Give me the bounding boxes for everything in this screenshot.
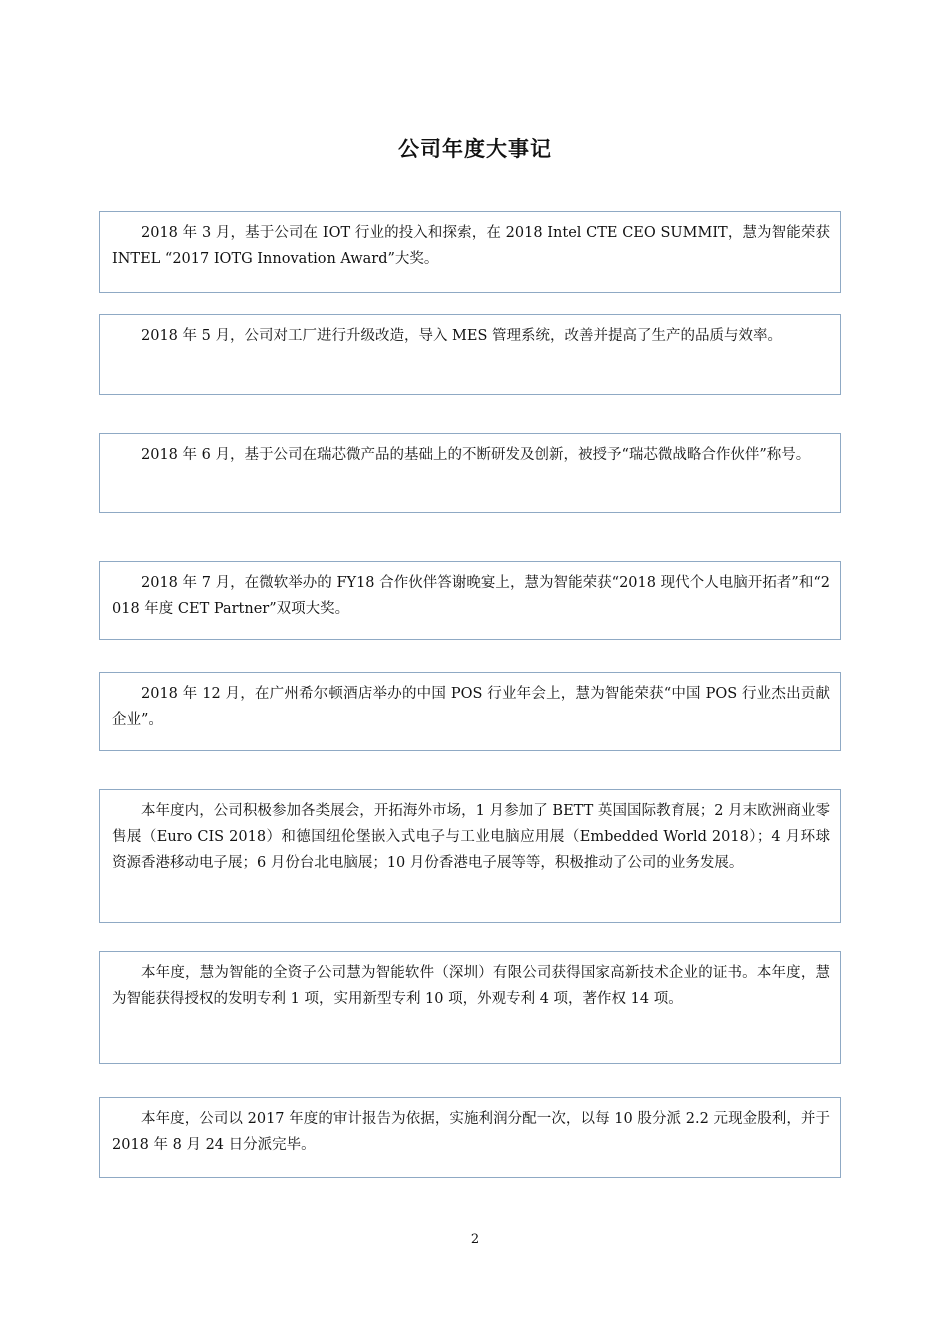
event-text: 本年度内，公司积极参加各类展会，开拓海外市场，1 月参加了 BETT 英国国际教育展；2 月末欧洲商业零售展（Euro CIS 2018）和德国纽伦堡嵌入式电子与工业电脑应用展（Embedded World 2018）；4 月环球资源香港移动电子展；6 月份台北电脑展；10 月份香港电子展等等，积极推动了公司的业务发展。 — [112, 803, 830, 871]
event-text: 本年度，慧为智能的全资子公司慧为智能软件（深圳）有限公司获得国家高新技术企业的证书。本年度，慧为智能获得授权的发明专利 1 项，实用新型专利 10 项，外观专利 4 项，著作权 14 项。 — [112, 965, 830, 1007]
event-text: 2018 年 6 月，基于公司在瑞芯微产品的基础上的不断研发及创新，被授予“瑞芯微战略合作伙伴”称号。 — [141, 447, 811, 463]
event-box-5 — [99, 672, 841, 751]
event-text: 本年度，公司以 2017 年度的审计报告为依据，实施利润分配一次，以每 10 股分派 2.2 元现金股利，并于 2018 年 8 月 24 日分派完毕。 — [112, 1111, 830, 1153]
page-number: 2 — [470, 1232, 480, 1247]
event-box-4 — [99, 561, 841, 640]
page-title: 公司年度大事记 — [398, 137, 552, 161]
event-box-6 — [99, 789, 841, 923]
event-box-8 — [99, 1097, 841, 1178]
event-text: 2018 年 7 月，在微软举办的 FY18 合作伙伴答谢晚宴上，慧为智能荣获“2018 现代个人电脑开拓者”和“2018 年度 CET Partner”双项大奖。 — [112, 575, 830, 617]
event-box-7 — [99, 951, 841, 1064]
event-text: 2018 年 12 月，在广州希尔顿酒店举办的中国 POS 行业年会上，慧为智能荣获“中国 POS 行业杰出贡献企业”。 — [112, 686, 830, 728]
event-box-3 — [99, 433, 841, 513]
event-box-1 — [99, 211, 841, 293]
event-text: 2018 年 3 月，基于公司在 IOT 行业的投入和探索，在 2018 Intel CTE CEO SUMMIT，慧为智能荣获 INTEL “2017 IOTG Innovation Award”大奖。 — [112, 225, 830, 267]
event-box-2 — [99, 314, 841, 395]
event-text: 2018 年 5 月，公司对工厂进行升级改造，导入 MES 管理系统，改善并提高了生产的品质与效率。 — [141, 328, 783, 344]
